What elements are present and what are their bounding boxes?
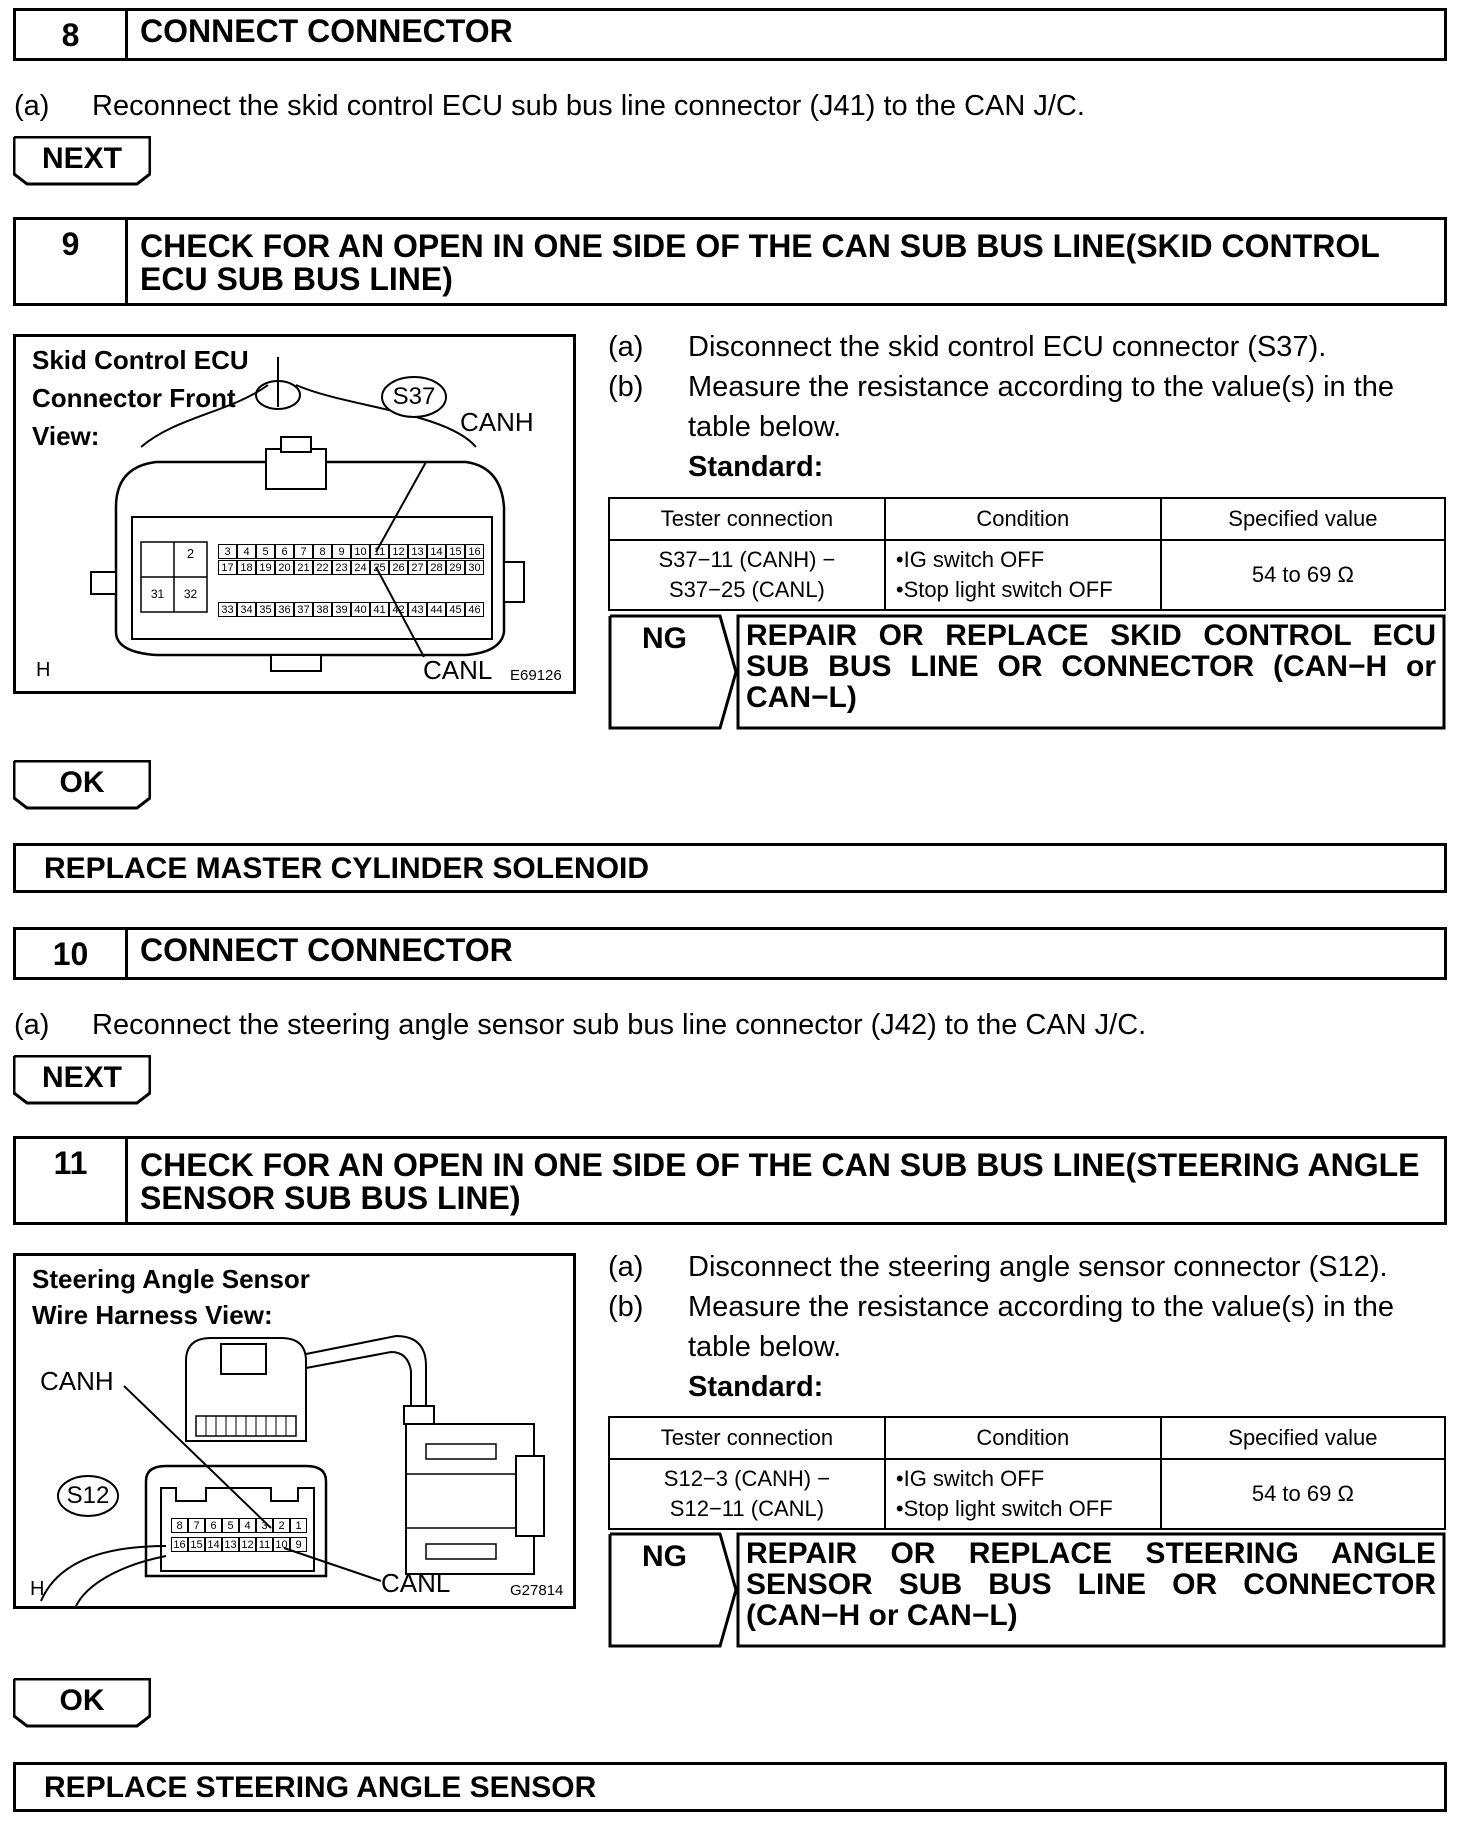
ok-label: OK	[59, 1684, 105, 1717]
connector-pin: 22	[313, 560, 332, 575]
steering-sensor-connector-figure	[13, 1253, 576, 1609]
col-header-value: Specified value	[1161, 1417, 1445, 1459]
step-number: 11	[16, 1139, 128, 1222]
connector-pin: 21	[294, 560, 313, 575]
connector-pin: 7	[188, 1518, 205, 1533]
figure-code: G27814	[510, 1582, 564, 1599]
connector-pin: 16	[171, 1537, 188, 1552]
connector-pin: 6	[205, 1518, 222, 1533]
condition-cell	[885, 1459, 1161, 1529]
connector-pin: 34	[237, 602, 256, 617]
figure-caption-line3: View:	[32, 421, 100, 451]
step-number: 10	[16, 930, 128, 977]
figure-caption-line2: Wire Harness View:	[32, 1300, 273, 1330]
tester-connection-line1: S12−3 (CANH) −	[663, 1466, 831, 1491]
step-11-ng-result	[608, 1532, 1446, 1648]
condition-line1: •IG switch OFF	[895, 1466, 1045, 1491]
step-11-b-text-1: Measure the resistance according to the value(s) in the	[688, 1291, 1395, 1323]
step-title: CHECK FOR AN OPEN IN ONE SIDE OF THE CAN SUB BUS LINE(SKID CONTROL ECU SUB BUS LINE)	[140, 228, 1380, 297]
connector-pin: 1	[290, 1518, 307, 1533]
step-title: CONNECT CONNECTOR	[140, 932, 513, 968]
table-row	[609, 540, 1445, 610]
connector-pin: 23	[332, 560, 351, 575]
connector-pin: 28	[427, 560, 446, 575]
connector-pin: 27	[408, 560, 427, 575]
step-11-a-letter: (a)	[608, 1251, 644, 1283]
steering-connector-drawing	[16, 1256, 573, 1606]
pin-row-top	[171, 1518, 307, 1533]
connector-pin: 26	[389, 560, 408, 575]
col-header-condition: Condition	[885, 498, 1161, 540]
step-11-a-text: Disconnect the steering angle sensor connector (S12).	[688, 1251, 1388, 1283]
connector-pin: 11	[256, 1537, 273, 1552]
connector-pin: 33	[218, 602, 237, 617]
connector-pin: 39	[332, 602, 351, 617]
next-button[interactable]	[13, 136, 151, 186]
connector-pin: 43	[408, 602, 427, 617]
canh-label: CANH	[40, 1366, 114, 1396]
condition-line2: •Stop light switch OFF	[895, 577, 1113, 602]
connector-id: S12	[66, 1482, 110, 1509]
col-header-value: Specified value	[1161, 498, 1445, 540]
connector-pin: 42	[389, 602, 408, 617]
col-header-tester: Tester connection	[609, 1417, 885, 1459]
connector-pin: 7	[294, 544, 313, 559]
figure-caption-line2: Connector Front	[32, 383, 236, 413]
connector-pin: 11	[370, 544, 389, 559]
connector-pin: 6	[275, 544, 294, 559]
tester-connection-cell	[609, 540, 885, 610]
connector-pin: 45	[446, 602, 465, 617]
next-label: NEXT	[41, 142, 122, 175]
col-header-tester: Tester connection	[609, 498, 885, 540]
step-11-b-text-2: table below.	[688, 1331, 842, 1363]
figure-h-mark: H	[30, 1578, 45, 1600]
next-label: NEXT	[41, 1061, 122, 1094]
connector-pin: 25	[370, 560, 389, 575]
pin-row-bottom	[218, 602, 484, 617]
condition-line2: •Stop light switch OFF	[895, 1496, 1113, 1521]
tester-connection-cell	[609, 1459, 885, 1529]
tester-connection-line1: S37−11 (CANH) −	[658, 547, 836, 572]
connector-pin: 29	[446, 560, 465, 575]
step-11-final-action: REPLACE STEERING ANGLE SENSOR	[13, 1762, 1447, 1812]
pin-2: 2	[186, 546, 195, 561]
ng-label: NG	[642, 622, 687, 655]
step-9-standard: Standard:	[688, 451, 824, 483]
figure-h-mark: H	[36, 659, 51, 681]
step-9-b-letter: (b)	[608, 371, 644, 403]
connector-pin: 24	[351, 560, 370, 575]
next-button[interactable]	[13, 1055, 151, 1105]
step-9-header	[13, 217, 1447, 306]
connector-pin: 13	[408, 544, 427, 559]
step-10-header	[13, 927, 1447, 980]
step-11-spec-table	[608, 1416, 1446, 1530]
connector-id: S37	[392, 383, 436, 410]
connector-pin: 12	[389, 544, 408, 559]
connector-pin: 8	[171, 1518, 188, 1533]
connector-pin: 17	[218, 560, 237, 575]
specified-value-cell: 54 to 69 Ω	[1161, 540, 1445, 610]
table-row	[609, 1459, 1445, 1529]
pin-row-bottom	[171, 1537, 307, 1552]
step-8-header	[13, 8, 1447, 61]
connector-pin: 14	[205, 1537, 222, 1552]
connector-pin: 37	[294, 602, 313, 617]
figure-code: E69126	[510, 667, 562, 684]
connector-pin: 4	[237, 544, 256, 559]
connector-pin: 30	[465, 560, 484, 575]
connector-pin: 12	[239, 1537, 256, 1552]
step-number: 8	[16, 11, 128, 58]
step-9-spec-table	[608, 497, 1446, 611]
canh-label: CANH	[460, 407, 534, 437]
connector-pin: 5	[222, 1518, 239, 1533]
ok-button[interactable]	[13, 760, 151, 810]
ng-label: NG	[642, 1540, 687, 1573]
step-10-para-letter: (a)	[14, 1009, 50, 1041]
step-10-para-text: Reconnect the steering angle sensor sub bus line connector (J42) to the CAN J/C.	[92, 1009, 1147, 1041]
skid-ecu-connector-figure	[13, 334, 576, 694]
step-11-header	[13, 1136, 1447, 1225]
connector-pin: 18	[237, 560, 256, 575]
step-11-b-letter: (b)	[608, 1291, 644, 1323]
tester-connection-line2: S37−25 (CANL)	[668, 577, 825, 602]
step-9-ng-result	[608, 614, 1446, 730]
pin-1: 1	[155, 546, 162, 560]
step-9-a-text: Disconnect the skid control ECU connector (S37).	[688, 331, 1327, 363]
ok-label: OK	[59, 766, 105, 799]
step-11-standard: Standard:	[688, 1371, 824, 1403]
connector-pin: 16	[465, 544, 484, 559]
connector-pin: 15	[188, 1537, 205, 1552]
canl-label: CANL	[381, 1568, 451, 1598]
canl-label: CANL	[423, 655, 493, 685]
step-8-para-text: Reconnect the skid control ECU sub bus line connector (J41) to the CAN J/C.	[92, 90, 1085, 122]
tester-connection-line2: S12−11 (CANL)	[669, 1496, 825, 1521]
connector-pin: 10	[351, 544, 370, 559]
connector-pin: 13	[222, 1537, 239, 1552]
connector-pin: 3	[256, 1518, 273, 1533]
figure-caption-line1: Steering Angle Sensor	[32, 1264, 310, 1294]
pin-32: 32	[183, 587, 198, 601]
connector-pin: 35	[256, 602, 275, 617]
connector-pin: 14	[427, 544, 446, 559]
step-8-para-letter: (a)	[14, 90, 50, 122]
figure-caption-line1: Skid Control ECU	[32, 345, 249, 375]
connector-pin: 19	[256, 560, 275, 575]
step-title: CONNECT CONNECTOR	[140, 13, 513, 49]
ecu-connector-drawing	[16, 337, 573, 691]
step-9-final-action: REPLACE MASTER CYLINDER SOLENOID	[13, 843, 1447, 893]
connector-pin: 8	[313, 544, 332, 559]
condition-line1: •IG switch OFF	[895, 547, 1045, 572]
connector-pin: 40	[351, 602, 370, 617]
connector-pin: 2	[273, 1518, 290, 1533]
condition-cell	[885, 540, 1161, 610]
connector-pin: 20	[275, 560, 294, 575]
connector-pin: 4	[239, 1518, 256, 1533]
ok-button[interactable]	[13, 1678, 151, 1728]
step-9-a-letter: (a)	[608, 331, 644, 363]
connector-pin: 9	[290, 1537, 307, 1552]
step-9-b-text-1: Measure the resistance according to the value(s) in the	[688, 371, 1395, 403]
connector-pin: 36	[275, 602, 294, 617]
connector-pin: 38	[313, 602, 332, 617]
connector-pin: 15	[446, 544, 465, 559]
specified-value-cell: 54 to 69 Ω	[1161, 1459, 1445, 1529]
pin-31: 31	[150, 587, 165, 601]
connector-pin: 41	[370, 602, 389, 617]
ng-action-text: REPAIR OR REPLACE STEERING ANGLE SENSOR SUB BUS LINE OR CONNECTOR (CAN−H or CAN−L)	[746, 1537, 1436, 1632]
connector-pin: 10	[273, 1537, 290, 1552]
step-number: 9	[16, 220, 128, 303]
pin-row-top	[218, 544, 484, 559]
step-9-b-text-2: table below.	[688, 411, 842, 443]
connector-pin: 3	[218, 544, 237, 559]
connector-pin: 46	[465, 602, 484, 617]
ng-action-text: REPAIR OR REPLACE SKID CONTROL ECU SUB BUS LINE OR CONNECTOR (CAN−H or CAN−L)	[746, 619, 1436, 714]
step-title: CHECK FOR AN OPEN IN ONE SIDE OF THE CAN SUB BUS LINE(STEERING ANGLE SENSOR SUB BUS LINE)	[140, 1147, 1420, 1216]
pin-row-middle	[218, 560, 484, 575]
connector-pin: 9	[332, 544, 351, 559]
col-header-condition: Condition	[885, 1417, 1161, 1459]
connector-pin: 5	[256, 544, 275, 559]
connector-pin: 44	[427, 602, 446, 617]
